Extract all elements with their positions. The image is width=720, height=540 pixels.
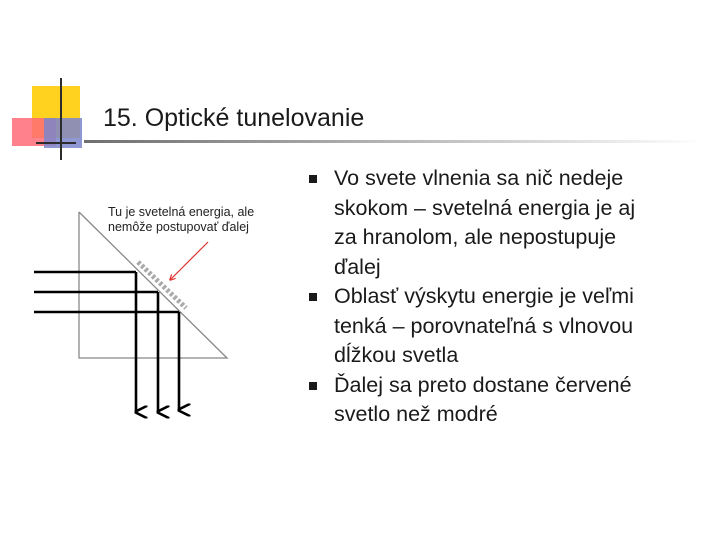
figure-label-line2: nemôže postupovať ďalej [108,220,249,234]
bullet-line: skokom – svetelná energia je aj [334,195,636,220]
bullet-line: dĺžkou svetla [334,343,459,367]
bullet-list [306,164,706,430]
pointer-arrow [170,242,208,280]
square-bullet-icon [309,382,317,390]
bullet-line: tenká – porovnateľná s vlnovou [334,313,634,338]
bullet-line: Oblasť výskytu energie je veľmi [334,284,634,308]
bullet-line: svetlo než modré [334,402,498,426]
bullet-line: Vo svete vlnenia sa nič nedeje [334,166,624,190]
bullet-item [306,282,706,371]
bullet-item [306,371,706,430]
figure-label-line1: Tu je svetelná energia, ale [108,205,255,219]
evanescent-layer [138,262,186,308]
light-rays [34,272,179,412]
bullet-line: za hranolom, ale nepostupuje [334,225,617,249]
bullet-line: Ďalej sa preto dostane červené [334,372,632,397]
square-bullet-icon [309,293,317,301]
slide-title: 15. Optické tunelovanie [103,104,365,132]
prism-diagram [0,0,300,440]
bullet-item [306,164,706,282]
bullet-line: ďalej [334,254,381,279]
square-bullet-icon [309,175,317,183]
